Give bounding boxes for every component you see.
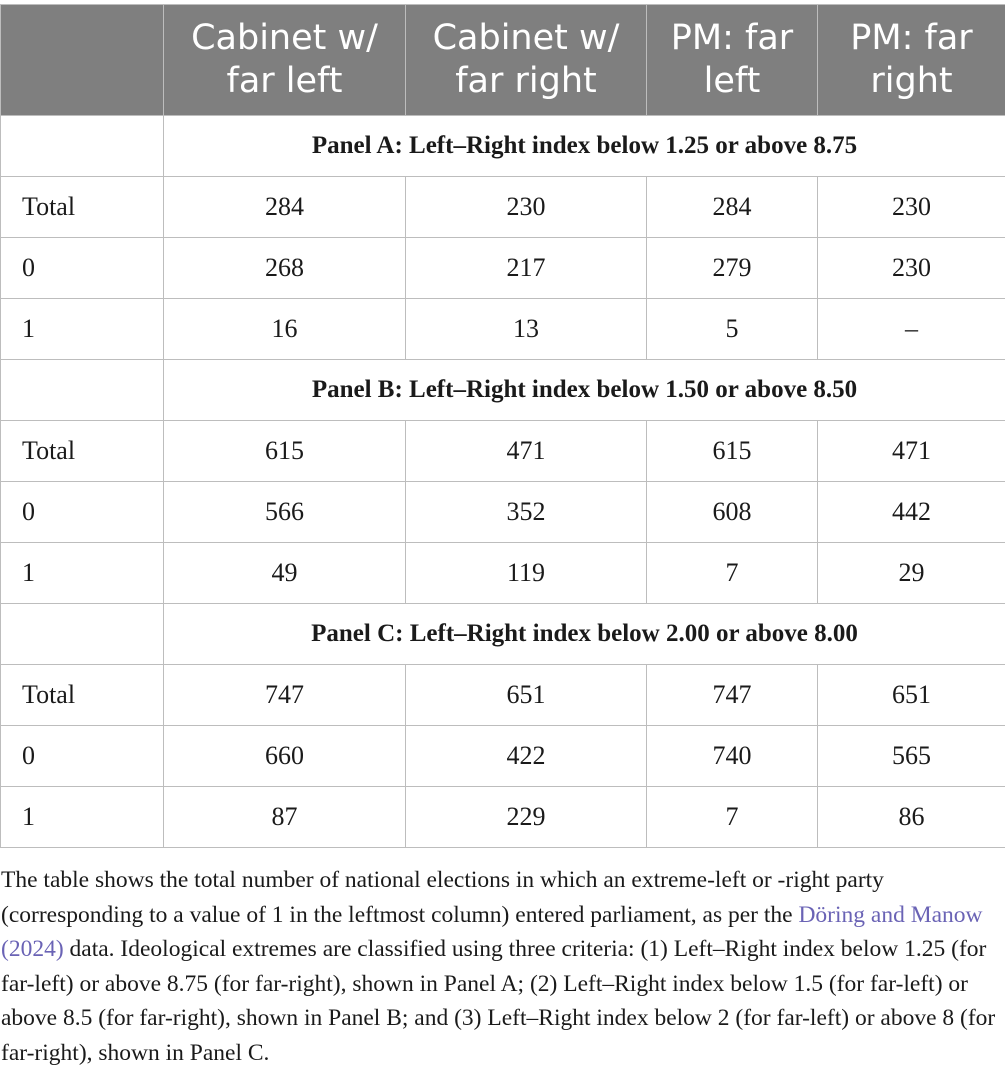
table-row (1, 421, 1005, 482)
cell: 442 (818, 482, 1005, 543)
results-table (0, 4, 1005, 848)
cell: 29 (818, 543, 1005, 604)
table-row (1, 177, 1005, 238)
panel-b-row (1, 360, 1005, 421)
row-label: 0 (1, 238, 164, 299)
table-row (1, 238, 1005, 299)
cell: 7 (647, 787, 818, 848)
cell: 16 (164, 299, 406, 360)
panel-c-row (1, 604, 1005, 665)
panel-a-spacer (1, 116, 164, 177)
table-footnote (1, 863, 1001, 1070)
cell: 565 (818, 726, 1005, 787)
footnote-text-before: The table shows the total number of national elections in which an extreme-left or -right party (corresponding to a value of 1 in the leftmost column) entered parliament, as per the (1, 867, 884, 928)
cell: 471 (818, 421, 1005, 482)
cell: 615 (647, 421, 818, 482)
panel-a-title: Panel A: Left–Right index below 1.25 or above 8.75 (164, 116, 1005, 177)
panel-b-spacer (1, 360, 164, 421)
cell: 284 (647, 177, 818, 238)
cell: 87 (164, 787, 406, 848)
cell: 747 (647, 665, 818, 726)
panel-c-spacer (1, 604, 164, 665)
cell: 229 (406, 787, 647, 848)
cell: 86 (818, 787, 1005, 848)
cell: 740 (647, 726, 818, 787)
cell: 615 (164, 421, 406, 482)
cell: 49 (164, 543, 406, 604)
row-label: Total (1, 177, 164, 238)
cell: 566 (164, 482, 406, 543)
header-row (1, 5, 1005, 116)
row-label: 0 (1, 482, 164, 543)
table-row (1, 726, 1005, 787)
table-row (1, 665, 1005, 726)
cell: 747 (164, 665, 406, 726)
cell: 13 (406, 299, 647, 360)
cell: 7 (647, 543, 818, 604)
cell: 651 (406, 665, 647, 726)
cell: 352 (406, 482, 647, 543)
cell: – (818, 299, 1005, 360)
citation-link[interactable]: Döring and Manow (2024) (1, 901, 983, 962)
row-label: 1 (1, 543, 164, 604)
col-header-cabinet-far-right: Cabinet w/ far right (406, 5, 647, 116)
cell: 422 (406, 726, 647, 787)
cell: 284 (164, 177, 406, 238)
row-label: 0 (1, 726, 164, 787)
footnote-text-after: data. Ideological extremes are classified using three criteria: (1) Left–Right index below 1.25 (for far-left) or above 8.75 (for far-right), shown in Panel A; (2) Left–Right index below 1.5 (for far-left) or above 8.5 (for far-right), shown in Panel B; and (3) Left–Right index below 2 (for far-left) or above 8 (for far-right), shown in Panel C. (1, 936, 996, 1066)
cell: 279 (647, 238, 818, 299)
col-header-cabinet-far-left: Cabinet w/ far left (164, 5, 406, 116)
row-label: 1 (1, 299, 164, 360)
cell: 268 (164, 238, 406, 299)
row-label: Total (1, 665, 164, 726)
row-label: Total (1, 421, 164, 482)
cell: 217 (406, 238, 647, 299)
panel-a-row (1, 116, 1005, 177)
cell: 230 (406, 177, 647, 238)
table-row (1, 543, 1005, 604)
panel-c-title: Panel C: Left–Right index below 2.00 or above 8.00 (164, 604, 1005, 665)
col-header-pm-far-right: PM: far right (818, 5, 1005, 116)
cell: 608 (647, 482, 818, 543)
cell: 471 (406, 421, 647, 482)
cell: 651 (818, 665, 1005, 726)
panel-b-title: Panel B: Left–Right index below 1.50 or above 8.50 (164, 360, 1005, 421)
table-row (1, 299, 1005, 360)
cell: 119 (406, 543, 647, 604)
cell: 230 (818, 238, 1005, 299)
table-row (1, 787, 1005, 848)
header-corner (1, 5, 164, 116)
cell: 5 (647, 299, 818, 360)
col-header-pm-far-left: PM: far left (647, 5, 818, 116)
row-label: 1 (1, 787, 164, 848)
cell: 660 (164, 726, 406, 787)
cell: 230 (818, 177, 1005, 238)
table-row (1, 482, 1005, 543)
